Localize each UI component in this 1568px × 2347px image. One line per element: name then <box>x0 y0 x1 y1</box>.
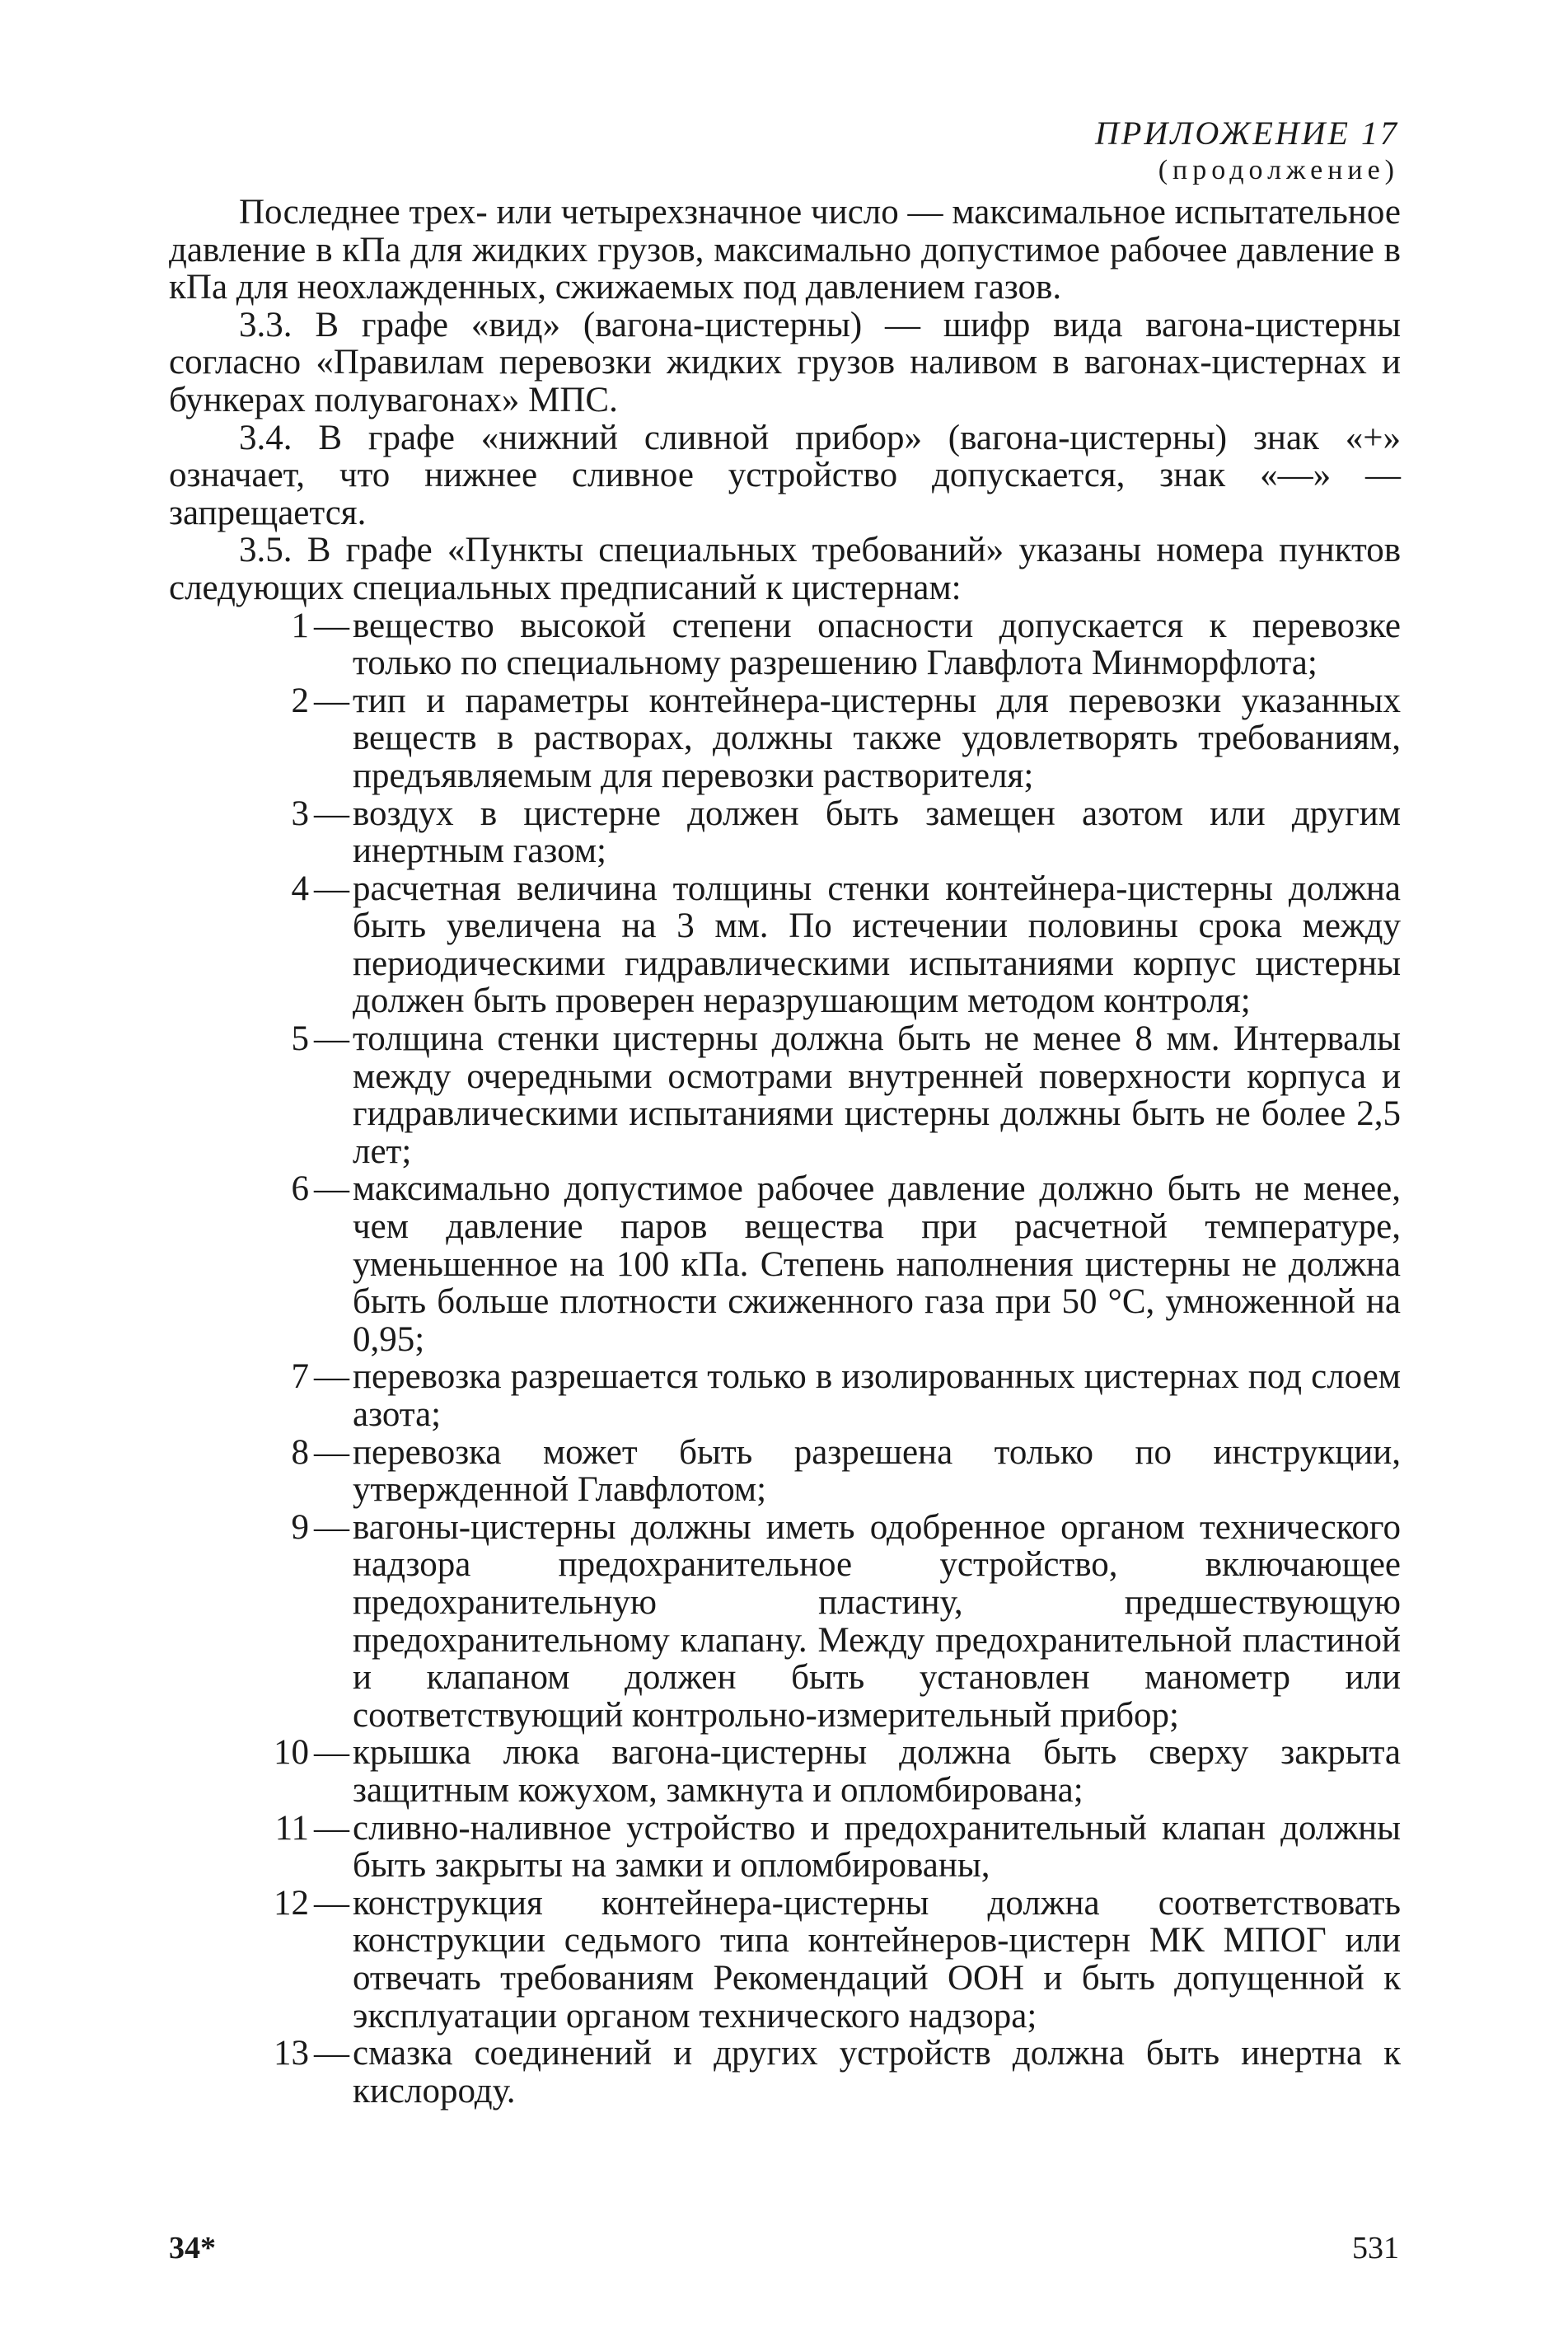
item-dash: — <box>314 1019 349 1059</box>
paragraph-3-3: 3.3. В графе «вид» (вагона-цистерны) — шифр вида вагона-цистерны согласно «Правилам перевозки жидких грузов наливом в вагонах-цистернах и бункерах полувагонах» МПС. <box>169 305 1401 419</box>
list-item <box>169 1434 1401 1509</box>
list-item <box>169 1358 1401 1433</box>
item-dash: — <box>314 1883 349 1923</box>
item-dash: — <box>314 794 349 833</box>
item-number: 5 <box>291 1019 309 1059</box>
item-number: 1 <box>291 606 309 645</box>
item-dash: — <box>314 1507 349 1547</box>
item-number: 7 <box>291 1357 309 1397</box>
appendix-subtitle: (продолжение) <box>1158 155 1399 185</box>
item-dash: — <box>314 1733 349 1773</box>
paragraph-intro: Последнее трех- или четырехзначное число — максимальное испытательное давление в кПа для жидких грузов, максимально допустимое рабочее давление в кПа для неохлажденных, сжижаемых под давлением газов. <box>169 193 1401 307</box>
item-text: вагоны-цистерны должны иметь одобренное органом технического надзора предохранительное устройство, включающее предохранительную пластину, предшествующую предохранительному клапану. Между предохранительной пластиной и клапаном должен быть установлен манометр или соответствующий контрольно-измерительный прибор; <box>353 1507 1401 1735</box>
item-text: крышка люка вагона-цистерны должна быть сверху закрыта защитным кожухом, замкнута и опломбирована; <box>353 1733 1401 1810</box>
list-item <box>169 1810 1401 1885</box>
item-dash: — <box>314 2034 349 2073</box>
item-text: тип и параметры контейнера-цистерны для перевозки указанных веществ в растворах, должны также удовлетворять требованиям, предъявляемым для перевозки растворителя; <box>353 681 1401 795</box>
item-number: 10 <box>274 1733 309 1773</box>
item-dash: — <box>314 1169 349 1209</box>
item-dash: — <box>314 681 349 720</box>
item-text: перевозка может быть разрешена только по инструкции, утвержденной Главфлотом; <box>353 1432 1401 1510</box>
item-text: вещество высокой степени опасности допускается к перевозке только по специальному разрешению Главфлота Минморфлота; <box>353 606 1401 683</box>
item-number: 13 <box>274 2034 309 2073</box>
special-requirements-list <box>169 607 1401 2110</box>
item-text: максимально допустимое рабочее давление должно быть не менее, чем давление паров вещества при расчетной температуре, уменьшенное на 100 кПа. Степень наполнения цистерны не должна быть больше плотности сжиженного газа при 50 °С, умноженной на 0,95; <box>353 1169 1401 1359</box>
appendix-title: ПРИЛОЖЕНИЕ 17 <box>1095 115 1399 152</box>
item-number: 4 <box>291 869 309 908</box>
item-number: 8 <box>291 1432 309 1472</box>
item-text: перевозка разрешается только в изолированных цистернах под слоем азота; <box>353 1357 1401 1434</box>
main-text <box>169 194 1401 2110</box>
item-number: 3 <box>291 794 309 833</box>
list-item <box>169 1509 1401 1735</box>
item-text: смазка соединений и других устройств должна быть инертна к кислороду. <box>353 2034 1401 2110</box>
item-text: конструкция контейнера-цистерны должна соответствовать конструкции седьмого типа контейнеров-цистерн МК МПОГ или отвечать требованиям Рекомендаций ООН и быть допущенной к эксплуатации органом технического надзора; <box>353 1883 1401 2035</box>
item-text: сливно-наливное устройство и предохранительный клапан должны быть закрыты на замки и опломбированы, <box>353 1808 1401 1886</box>
item-text: толщина стенки цистерны должна быть не менее 8 мм. Интервалы между очередными осмотрами внутренней поверхности корпуса и гидравлическими испытаниями цистерны должны быть не более 2,5 лет; <box>353 1019 1401 1171</box>
paragraph-3-4: 3.4. В графе «нижний сливной прибор» (вагона-цистерны) знак «+» означает, что нижнее сливное устройство допускается, знак «—» — запрещается. <box>169 418 1401 532</box>
list-item <box>169 870 1401 1020</box>
item-dash: — <box>314 606 349 645</box>
item-number: 6 <box>291 1169 309 1209</box>
list-item <box>169 1885 1401 2035</box>
list-item <box>169 1170 1401 1358</box>
list-item <box>169 1020 1401 1170</box>
page-number: 531 <box>1352 2231 1399 2265</box>
list-item <box>169 607 1401 682</box>
item-text: расчетная величина толщины стенки контейнера-цистерны должна быть увеличена на 3 мм. По истечении половины срока между периодическими гидравлическими испытаниями корпус цистерны должен быть проверен неразрушающим методом контроля; <box>353 869 1401 1021</box>
list-item <box>169 682 1401 795</box>
paragraph-3-5: 3.5. В графе «Пункты специальных требований» указаны номера пунктов следующих специальных предписаний к цистернам: <box>169 531 1401 607</box>
item-number: 12 <box>274 1883 309 1923</box>
page-header <box>1095 114 1399 188</box>
item-number: 9 <box>291 1507 309 1547</box>
item-number: 2 <box>291 681 309 720</box>
item-dash: — <box>314 1357 349 1397</box>
list-item <box>169 1734 1401 1809</box>
item-dash: — <box>314 1808 349 1848</box>
list-item <box>169 795 1401 870</box>
list-item <box>169 2035 1401 2110</box>
item-text: воздух в цистерне должен быть замещен азотом или другим инертным газом; <box>353 794 1401 871</box>
item-dash: — <box>314 869 349 908</box>
item-number: 11 <box>274 1808 309 1848</box>
signature-mark: 34* <box>169 2231 216 2265</box>
item-dash: — <box>314 1432 349 1472</box>
